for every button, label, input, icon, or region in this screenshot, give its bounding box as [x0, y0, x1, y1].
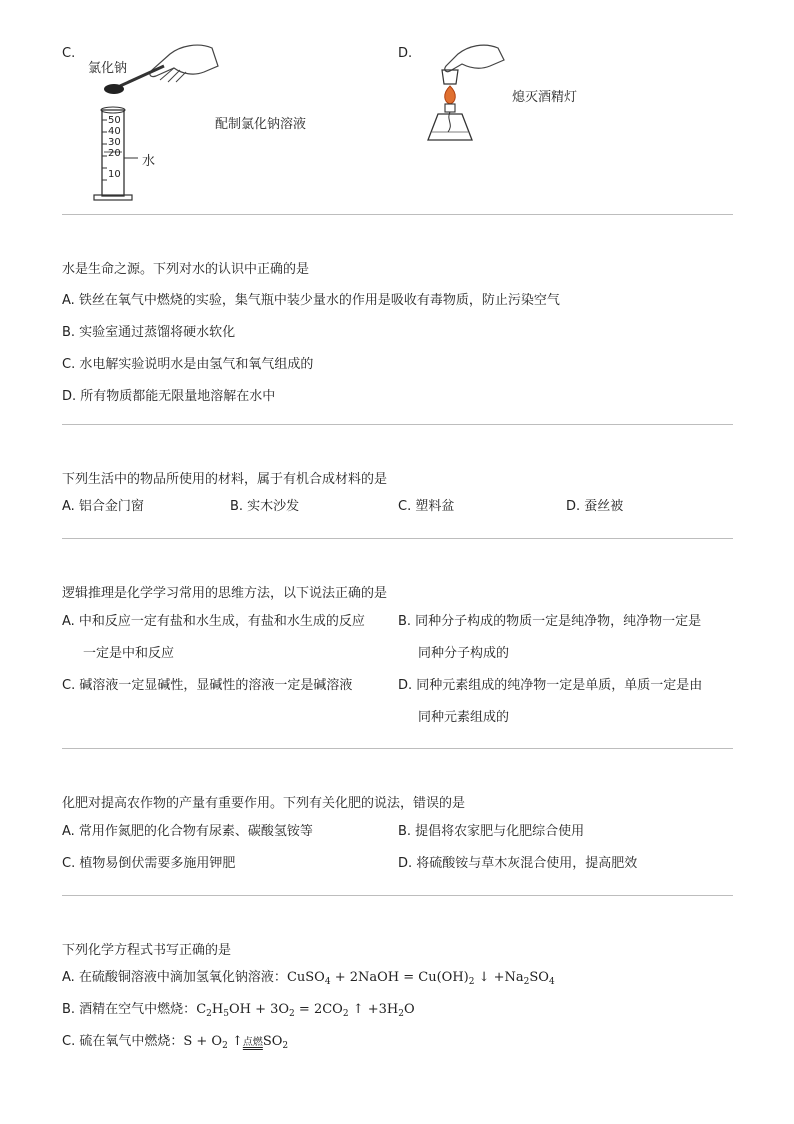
- option-d-continued: 同种元素组成的: [418, 710, 510, 725]
- option-d[interactable]: D. 蚕丝被: [566, 499, 624, 514]
- option-a-text: A. 在硫酸铜溶液中滴加氢氧化钠溶液：: [62, 970, 287, 985]
- option-c[interactable]: C. 碱溶液一定显碱性，显碱性的溶液一定是碱溶液: [62, 678, 353, 693]
- option-a[interactable]: [62, 970, 555, 986]
- hand-icon: [150, 45, 218, 76]
- option-c-text: C. 硫在氧气中燃烧：: [62, 1034, 184, 1049]
- tick-label: 40: [108, 126, 121, 137]
- option-c[interactable]: [62, 1034, 288, 1051]
- reaction-condition: 点燃: [242, 1037, 263, 1048]
- question-stem: 逻辑推理是化学学习常用的思维方法，以下说法正确的是: [62, 586, 388, 601]
- option-b[interactable]: B. 提倡将农家肥与化肥综合使用: [398, 824, 585, 839]
- water-label: 水: [142, 154, 156, 169]
- equation-b: $C_2H_5OH + 3O_2 = 2CO_2$ ↑ $+3H_2O$: [196, 1002, 415, 1019]
- hand-icon: [445, 45, 504, 72]
- flame-icon: [445, 86, 456, 104]
- option-b[interactable]: B. 同种分子构成的物质一定是纯净物，纯净物一定是: [398, 614, 702, 629]
- reagent-label: 氯化钠: [88, 61, 128, 76]
- cylinder-tick-labels: [108, 115, 121, 180]
- lamp-cap-icon: [442, 70, 458, 84]
- tick-label: 30: [108, 137, 121, 148]
- equation-a: CuSO$_4$ + 2NaOH = $Cu(OH)_2$ ↓ $+Na_2SO_4$: [286, 970, 555, 987]
- option-c-letter: C.: [62, 46, 76, 61]
- question-stem: 下列生活中的物品所使用的材料，属于有机合成材料的是: [62, 472, 388, 487]
- option-c[interactable]: C. 植物易倒伏需要多施用钾肥: [62, 856, 236, 871]
- tick-label: 50: [108, 115, 121, 126]
- tick-label: 10: [108, 169, 121, 180]
- option-a-continued: 一定是中和反应: [83, 646, 175, 661]
- divider: [62, 748, 733, 749]
- divider: [62, 538, 733, 539]
- option-a[interactable]: A. 铝合金门窗: [62, 499, 144, 514]
- option-a[interactable]: A. 常用作氮肥的化合物有尿素、碳酸氢铵等: [62, 824, 313, 839]
- option-b-continued: 同种分子构成的: [418, 646, 510, 661]
- question-stem: 化肥对提高农作物的产量有重要作用。下列有关化肥的说法，错误的是: [62, 796, 466, 811]
- divider: [62, 214, 733, 215]
- question-stem: 下列化学方程式书写正确的是: [62, 943, 232, 958]
- tick-label: 20: [108, 148, 121, 159]
- option-b[interactable]: [62, 1002, 415, 1018]
- option-a[interactable]: A. 铁丝在氧气中燃烧的实验，集气瓶中装少量水的作用是吸收有毒物质，防止污染空气: [62, 293, 560, 308]
- option-d[interactable]: D. 所有物质都能无限量地溶解在水中: [62, 389, 276, 404]
- question-stem: 水是生命之源。下列对水的认识中正确的是: [62, 262, 310, 277]
- divider: [62, 424, 733, 425]
- option-d[interactable]: D. 同种元素组成的纯净物一定是单质，单质一定是由: [398, 678, 703, 693]
- option-c-caption: 配制氯化钠溶液: [215, 117, 307, 132]
- option-d[interactable]: D. 将硫酸铵与草木灰混合使用，提高肥效: [398, 856, 638, 871]
- option-d-caption: 熄灭酒精灯: [512, 90, 578, 105]
- option-b-text: B. 酒精在空气中燃烧：: [62, 1002, 197, 1017]
- option-b[interactable]: B. 实木沙发: [230, 499, 300, 514]
- option-c[interactable]: C. 塑料盆: [398, 499, 455, 514]
- option-b[interactable]: B. 实验室通过蒸馏将硬水软化: [62, 325, 236, 340]
- divider: [62, 895, 733, 896]
- equation-c: $S + O_2$ ↑点燃$SO_2$: [183, 1034, 289, 1051]
- alcohol-lamp-figure: [418, 40, 508, 150]
- option-d-letter: D.: [398, 46, 413, 61]
- option-a[interactable]: A. 中和反应一定有盐和水生成，有盐和水生成的反应: [62, 614, 365, 629]
- option-c[interactable]: C. 水电解实验说明水是由氢气和氧气组成的: [62, 357, 314, 372]
